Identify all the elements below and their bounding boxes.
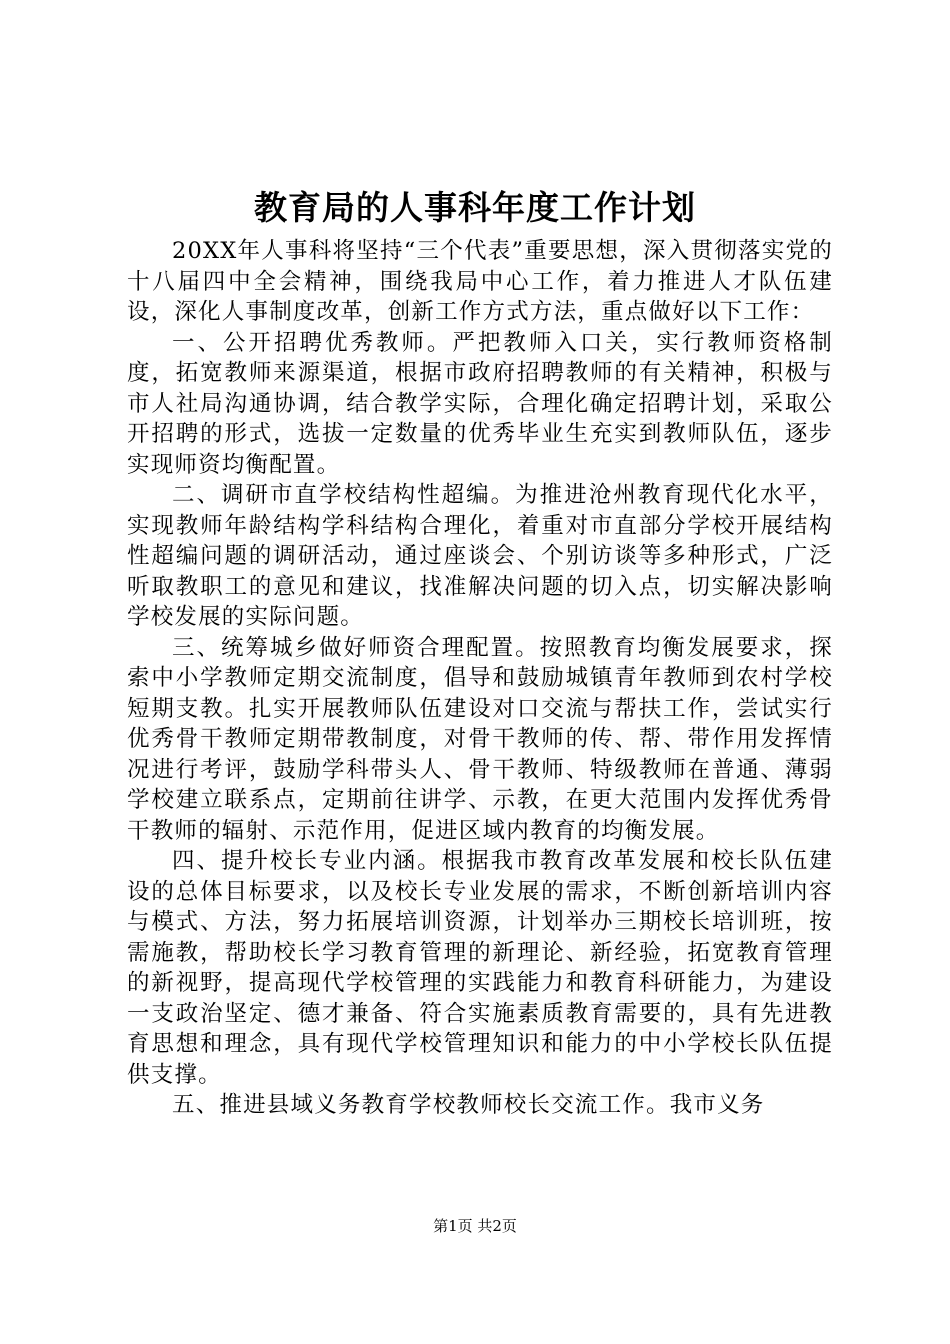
document-body: [127, 236, 833, 1121]
section-5-paragraph: 五、推进县域义务教育学校教师校长交流工作。我市义务: [172, 1092, 765, 1118]
section-1-paragraph: 一、公开招聘优秀教师。严把教师入口关，实行教师资格制度，拓宽教师来源渠道，根据市政府招聘教师的有关精神，积极与市人社局沟通协调，结合教学实际，合理化确定招聘计划，采取公开招聘的形式，选拔一定数量的优秀毕业生充实到教师队伍，逐步实现师资均衡配置。: [127, 329, 833, 478]
document-title: 教育局的人事科年度工作计划: [254, 188, 696, 227]
section-3-paragraph: 三、统筹城乡做好师资合理配置。按照教育均衡发展要求，探索中小学教师定期交流制度，倡导和鼓励城镇青年教师到农村学校短期支教。扎实开展教师队伍建设对口交流与帮扶工作，尝试实行优秀骨干教师定期带教制度，对骨干教师的传、帮、带作用发挥情况进行考评，鼓励学科带头人、骨干教师、特级教师在普通、薄弱学校建立联系点，定期前往讲学、示教，在更大范围内发挥优秀骨干教师的辐射、示范作用，促进区域内教育的均衡发展。: [127, 634, 833, 844]
page-number-footer: 第1页 共2页: [433, 1217, 517, 1235]
intro-paragraph: 20XX年人事科将坚持“三个代表”重要思想，深入贯彻落实党的十八届四中全会精神，围绕我局中心工作，着力推进人才队伍建设，深化人事制度改革，创新工作方式方法，重点做好以下工作：: [127, 238, 833, 325]
section-4-paragraph: 四、提升校长专业内涵。根据我市教育改革发展和校长队伍建设的总体目标要求，以及校长专业发展的需求，不断创新培训内容与模式、方法，努力拓展培训资源，计划举办三期校长培训班，按需施教，帮助校长学习教育管理的新理论、新经验，拓宽教育管理的新视野，提高现代学校管理的实践能力和教育科研能力，为建设一支政治坚定、德才兼备、符合实施素质教育需要的，具有先进教育思想和理念，具有现代学校管理知识和能力的中小学校长队伍提供支撑。: [127, 848, 833, 1088]
section-2-paragraph: 二、调研市直学校结构性超编。为推进沧州教育现代化水平，实现教师年龄结构学科结构合理化，着重对市直部分学校开展结构性超编问题的调研活动，通过座谈会、个别访谈等多种形式，广泛听取教职工的意见和建议，找准解决问题的切入点，切实解决影响学校发展的实际问题。: [127, 482, 833, 630]
